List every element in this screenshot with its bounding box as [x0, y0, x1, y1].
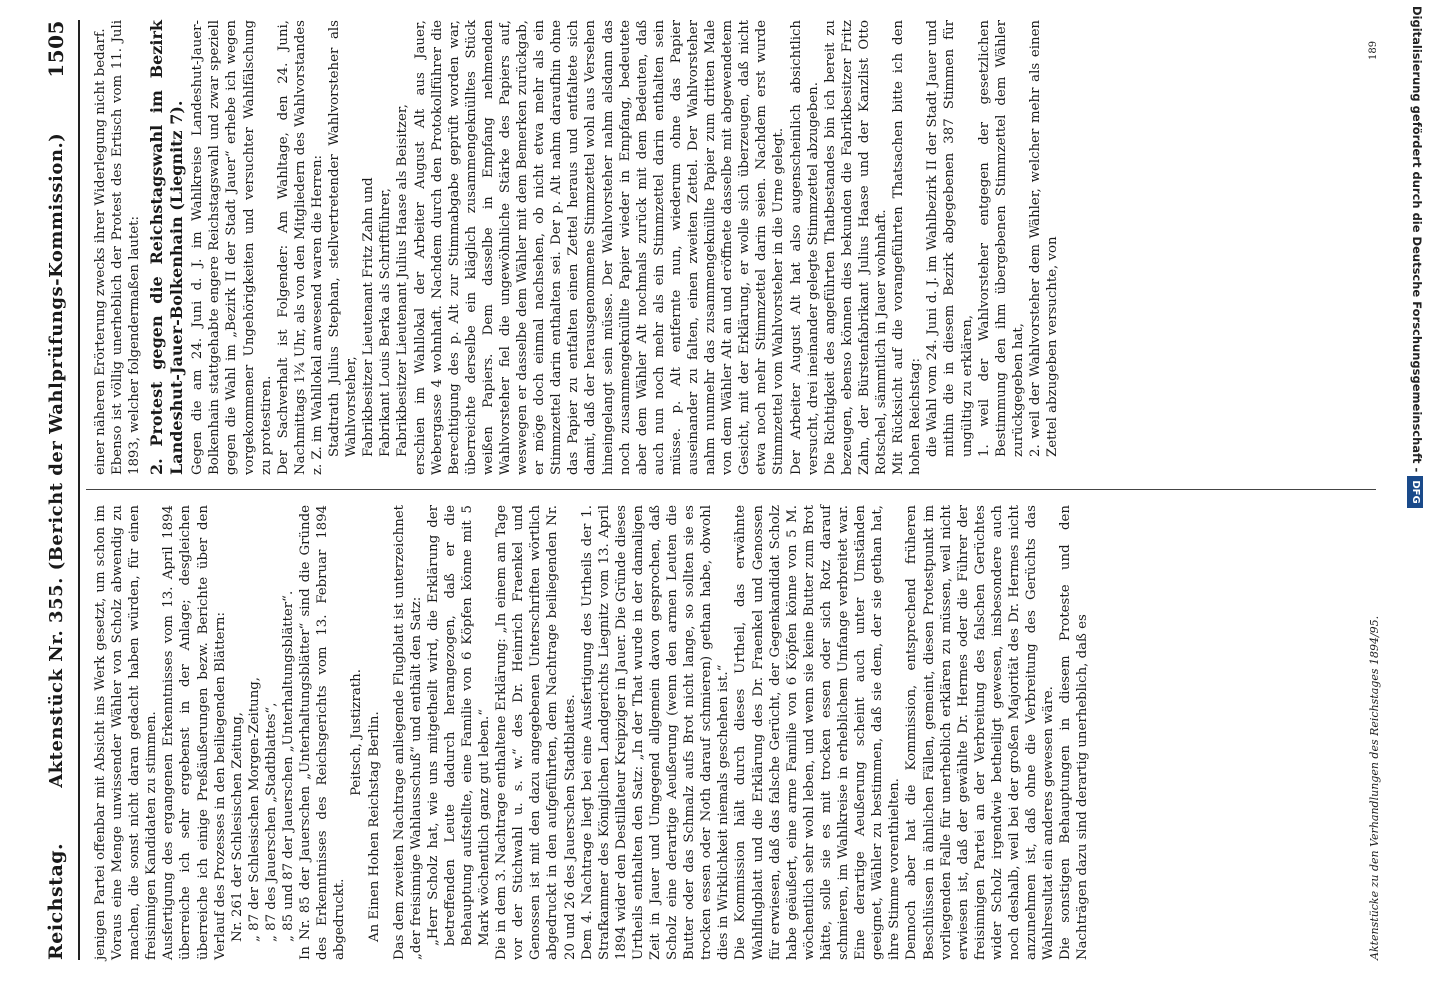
paragraph: Der Arbeiter August Alt hat also augenscheinlich absichtlich versucht, drei ineinander gelegte Stimmzettel abzugeben.: [788, 20, 821, 475]
list-item: „ 87 des Jauerschen „Stadtblattes“,: [263, 702, 279, 942]
paragraph: Die Kommission hält durch dieses Urtheil, das erwähnte Wahlflugblatt und die Erklärung des Dr. Fraenkel und Genossen für erwiesen, daß das falsche Gerücht, der Gegenkandidat Scholz habe geäußert, eine arme Familie von 6 Köpfen könne von 5 M. wöchentlich sehr wohl leben, und wenn sie keine Butter zum Brot hätte, solle sie es mit trocken essen oder sich Rotz darauf schmieren, im Wahlkreise in erheblichem Umfange verbreitet war. Eine derartige Aeußerung scheint auch unter Umständen geeignet, Wähler zu bestimmen, daß sie dem, der sie gethan hat, ihre Stimme vorenthielten.: [733, 505, 903, 960]
header-title: Aktenstück Nr. 355. (Bericht der Wahlprüfungs-Kommission.): [45, 132, 67, 788]
list-item: Fabrikbesitzer Lieutenant Fritz Zahn und: [361, 177, 377, 457]
header-left: Reichstag.: [45, 842, 67, 960]
rotated-page: [16, 0, 1396, 990]
sheet-number: 189: [1368, 40, 1379, 60]
paragraph: Ausfertigung des ergangenen Erkenntnisses vom 13. April 1894 überreiche ich sehr ergebenst in der Anlage; desgleichen überreiche ich einige Preßäußerungen bezw. Berichte über den Verlauf des Prozesses in den beiliegenden Blättern:: [161, 505, 228, 960]
funding-note: Digitalisierung gefördert durch die Deutsche Forschungsgemeinschaft -: [1410, 6, 1424, 473]
paragraph: In Nr. 85 der Jauerschen „Unterhaltungsblätter“ sind die Gründe des Erkenntnisses des Reichsgerichts vom 13. Februar 1894 abgedruckt.: [298, 505, 348, 960]
page-header: [34, 20, 78, 960]
list-item: 1. weil der Wahlvorsteher entgegen der gesetzlichen Bestimmung den ihm übergebenen Stimmzettel dem Wähler zurückgegeben hat,: [976, 20, 1026, 457]
left-column: [92, 505, 1091, 960]
paragraph: einer näheren Erörterung zwecks ihrer Widerlegung nicht bedarf.: [93, 28, 108, 475]
page-number: 1505: [44, 20, 68, 78]
quote: „Herr Scholz hat, wie uns mitgetheilt wird, die Erklärung der betreffenden Leute dadurch herangezogen, daß er die Behauptung aufstellte, eine Familie von 6 Köpfen könne mit 5 Mark wöchentlich ganz gut leben.“: [425, 505, 493, 946]
paragraph: Dennoch aber hat die Kommission, entsprechend früheren Beschlüssen in ähnlichen Fällen, gemeint, diesen Protestpunkt im vorliegenden Falle für unerheblich erklären zu müssen, weil nicht erwiesen ist, daß der gewählte Dr. Hermes oder die Führer der freisinnigen Partei an der Verbreitung des falschen Gerüchtes wider Scholz irgendwie betheiligt gewesen, insbesondere auch noch deshalb, weil bei der großen Majorität des Dr. Hermes nicht anzunehmen ist, daß ohne die Verbreitung des Gerüchts das Wahlresultat ein anderes gewesen wäre.: [904, 505, 1057, 960]
paragraph: Die sonstigen Behauptungen in diesem Proteste und den Nachträgen dazu sind derartig unerheblich, daß es: [1058, 505, 1091, 960]
header-rule: [78, 20, 80, 960]
paragraph: die Wahl vom 24. Juni d. J. im Wahlbezirk II der Stadt Jauer und mithin die in diesem Bezirk abgegebenen 387 Stimmen für ungültig zu erklären,: [925, 20, 975, 457]
right-column: [92, 20, 1061, 475]
addressee: An Einen Hohen Reichstag Berlin.: [366, 711, 382, 942]
list-item: Fabrikbesitzer Lieutenant Julius Haase als Beisitzer,: [395, 104, 411, 457]
list-item: Nr. 261 der Schlesischen Zeitung,: [229, 712, 245, 942]
paragraph: Mit Rücksicht auf die vorangeführten Thatsachen bitte ich den hohen Reichstag:: [891, 20, 924, 475]
list-item: „ 85 und 87 der Jauerschen „Unterhaltungsblätter“.: [281, 590, 297, 942]
footnote: Aktenstücke zu den Verhandlungen des Reichstages 1894/95.: [1368, 615, 1381, 960]
list-item: „ 87 der Schlesischen Morgen-Zeitung,: [246, 676, 262, 942]
list-item: Stadtrath Julius Stephan, stellvertretender Wahlvorsteher als Wahlvorsteher,: [327, 20, 360, 457]
paragraph: Das dem zweiten Nachtrage anliegende Flugblatt ist unterzeichnet „der freisinnige Wahlausschuß“ und enthält den Satz:: [391, 505, 424, 960]
side-note-text: [1406, 6, 1428, 996]
paragraph: Der Sachverhalt ist Folgender: Am Wahltage, den 24. Juni, Nachmittags 1¾ Uhr, als von den Mitgliedern des Wahlvorstandes z. Z. im Wahllokal anwesend waren die Herren:: [275, 20, 325, 475]
list-item: 2. weil der Wahlvorsteher dem Wähler, welcher mehr als einen Zettel abzugeben versuchte, von: [1027, 20, 1060, 457]
column-separator: [86, 489, 1376, 490]
paragraph: Dem 4. Nachtrage liegt bei eine Ausfertigung des Urtheils der 1. Strafkammer des Königlichen Landgerichts Liegnitz vom 13. April 1894 wider den Destillateur Kreipziger in Jauer. Die Gründe dieses Urtheils enthalten den Satz: „In der That wurde in der damaligen Zeit in Jauer und Umgegend allgemein davon gesprochen, daß Scholz eine derartige Aeußerung (wenn den armen Leuten die Butter oder das Schmalz aufs Brot nicht lange, so sollten sie es trocken essen oder Noth darauf schmieren) gethan habe, obwohl dies in Wirklichkeit niemals geschehen ist.“: [579, 505, 732, 960]
paragraph: Die Richtigkeit des angeführten Thatbestandes bin ich bereit zu bezeugen, ebenso können dies bekunden die Fabrikbesitzer Fritz Zahn, der Bürstenfabrikant Julius Haase und der Kanzlist Otto Rotschel, sämmtlich in Jauer wohnhaft.: [822, 20, 890, 475]
section-heading: 2. Protest gegen die Reichstagswahl im Bezirk Landeshut-Jauer-Bolkenhain (Liegnitz 7).: [147, 20, 187, 475]
paragraph: jenigen Partei offenbar mit Absicht ins Werk gesetzt, um schon im Voraus eine Menge unwissender Wähler von Scholz abwendig zu machen, die sonst nicht daran gedacht haben würden, für einen freisinnigen Kandidaten zu stimmen.: [93, 505, 160, 960]
signature: Peitsch, Justizrath.: [349, 669, 365, 796]
paragraph: erschien im Wahllokal der Arbeiter August Alt aus Jauer, Webergasse 4 wohnhaft. Nachdem durch den Protokollführer die Berechtigung des p. Alt zur Stimmabgabe geprüft worden war, überreichte derselbe ein kläglich zusammengeknülltes Stück weißen Papiers. Dem dasselbe in Empfang nehmenden Wahlvorsteher fiel die ungewöhnliche Stärke des Papiers auf, weswegen er dasselbe dem Wähler mit dem Bemerken zurückgab, er möge doch einmal nachsehen, ob nicht etwa mehr als ein Stimmzettel darin enthalten sei. Der p. Alt nahm daraufhin ohne das Papier zu entfalten einen Zettel heraus und entfaltete sich damit, daß der herausgenommene Stimmzettel wohl aus Versehen hineingelangt sein müsse. Der Wahlvorsteher nahm alsdann das noch zusammengeknüllte Papier wieder in Empfang, bedeutete aber dem Wähler Alt nochmals zurück mit dem Bedeuten, daß auch nun noch mehr als ein Stimmzettel darin enthalten sein müsse. p. Alt entfernte nun, wiederum ohne das Papier auseinander zu falten, einen zweiten Zettel. Der Wahlvorsteher nahm nunmehr das zusammengeknüllte Papier zum dritten Male von dem Wähler Alt an und eröffnete dasselbe mit abgewendetem Gesicht, mit der Erklärung, er wolle sich überzeugen, daß nicht etwa noch mehr Stimmzettel darin seien. Nachdem erst wurde Stimmzettel vom Wahlvorsteher in die Urne gelegt.: [412, 20, 787, 475]
dfg-logo: DFG: [1407, 476, 1423, 507]
list-item: Fabrikant Louis Berka als Schriftführer,: [378, 187, 394, 457]
paragraph: Die in dem 3. Nachtrage enthaltene Erklärung: „In einem am Tage vor der Stichwahl u. s. w.“ des Dr. Heinrich Fraenkel und Genossen ist mit den dazu angegebenen Unterschriften wörtlich abgedruckt in den aufgeführten, dem Nachtrage beiliegenden Nr. 20 und 26 des Jauerschen Stadtblattes.: [494, 505, 578, 960]
paragraph: Gegen die am 24. Juni d. J. im Wahlkreise Landeshut-Jauer-Bolkenhain stattgehabte engere Reichstagswahl und zwar speziell gegen die Wahl im „Bezirk II der Stadt Jauer“ erhebe ich wegen vorgekommener Ungehörigkeiten und versuchter Wahlfälschung zu protestiren.: [190, 20, 274, 475]
side-note: [1406, 6, 1428, 996]
paragraph: Ebenso ist völlig unerheblich der Protest des Ertisch vom 11. Juli 1893, welcher folgendermaßen lautet:: [110, 20, 143, 475]
